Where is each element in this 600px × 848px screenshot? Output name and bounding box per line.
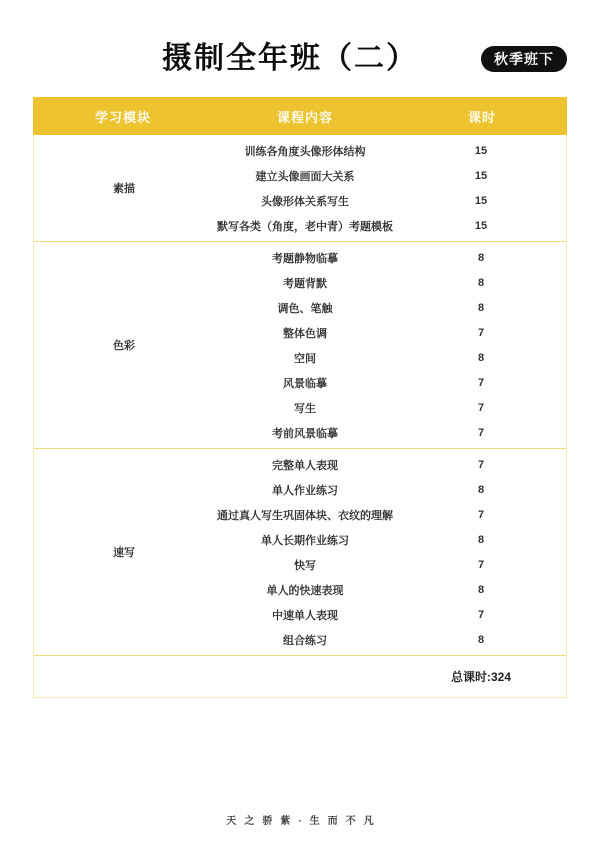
header-cell-module: 学习模块: [94, 109, 151, 125]
table-row: [214, 502, 566, 527]
module-section: [34, 242, 566, 449]
course-table: [33, 97, 567, 698]
footer-slogan: 天之骄紫·生而不凡: [226, 816, 382, 827]
table-row: [214, 602, 566, 627]
course-hours: 7: [477, 558, 485, 571]
total-hours-label: 总课时:324: [450, 670, 512, 684]
table-row: [214, 345, 566, 370]
table-row: [214, 420, 566, 445]
course-hours: 8: [477, 351, 485, 364]
document-header: [33, 36, 567, 82]
table-row: [214, 627, 566, 652]
course-content: 训练各角度头像形体结构: [244, 145, 366, 158]
table-row: [214, 370, 566, 395]
course-hours: 8: [477, 483, 485, 496]
course-rows: [214, 452, 566, 652]
course-content: 调色、笔触: [277, 302, 333, 315]
page-title: 摄制全年班（二）: [162, 42, 418, 75]
course-content: 建立头像画面大关系: [255, 170, 355, 183]
course-content: 风景临摹: [283, 377, 327, 390]
table-row: [214, 245, 566, 270]
table-row: [214, 188, 566, 213]
header-cell-content: 课程内容: [276, 109, 333, 125]
course-hours: 7: [477, 508, 485, 521]
course-content: 默写各类（角度，老中青）考题模板: [217, 220, 393, 233]
table-row: [214, 295, 566, 320]
course-content: 中速单人表现: [272, 609, 338, 622]
season-badge: 秋季班下: [481, 46, 567, 72]
course-hours: 7: [477, 326, 485, 339]
table-row: [214, 320, 566, 345]
course-content: 单人长期作业练习: [261, 534, 349, 547]
table-row: [214, 395, 566, 420]
course-content: 完整单人表现: [272, 459, 338, 472]
course-hours: 8: [477, 583, 485, 596]
table-header: [33, 97, 567, 135]
course-hours: 15: [474, 219, 488, 232]
course-content: 考前风景临摹: [272, 427, 338, 440]
module-label: 速写: [113, 547, 135, 559]
table-row: [214, 477, 566, 502]
course-rows: [214, 138, 566, 238]
course-content: 组合练习: [283, 634, 327, 647]
course-hours: 8: [477, 276, 485, 289]
header-cell-hours: 课时: [467, 109, 496, 125]
course-hours: 15: [474, 144, 488, 157]
table-row: [214, 527, 566, 552]
course-rows: [214, 245, 566, 445]
module-label: 素描: [113, 183, 135, 195]
course-content: 单人作业练习: [272, 484, 338, 497]
course-content: 头像形体关系写生: [261, 195, 349, 208]
course-hours: 8: [477, 301, 485, 314]
course-content: 整体色调: [283, 327, 327, 340]
course-content: 单人的快速表现: [266, 584, 344, 597]
table-row: [214, 270, 566, 295]
course-hours: 7: [477, 458, 485, 471]
course-hours: 7: [477, 608, 485, 621]
table-row: [214, 552, 566, 577]
module-section: [34, 135, 566, 242]
course-hours: 7: [477, 376, 485, 389]
course-content: 通过真人写生巩固体块、衣纹的理解: [217, 509, 393, 522]
course-hours: 8: [477, 533, 485, 546]
course-hours: 7: [477, 426, 485, 439]
module-section: [34, 449, 566, 656]
course-content: 写生: [294, 402, 316, 415]
table-row: [214, 452, 566, 477]
course-hours: 8: [477, 251, 485, 264]
course-content: 快写: [294, 559, 316, 572]
course-hours: 15: [474, 194, 488, 207]
course-content: 考题静物临摹: [272, 252, 338, 265]
table-row: [214, 577, 566, 602]
course-content: 空间: [294, 352, 316, 365]
course-hours: 7: [477, 401, 485, 414]
total-row: [34, 656, 566, 697]
table-row: [214, 213, 566, 238]
course-hours: 15: [474, 169, 488, 182]
table-row: [214, 138, 566, 163]
course-hours: 8: [477, 633, 485, 646]
module-label: 色彩: [113, 340, 135, 352]
course-content: 考题背默: [283, 277, 327, 290]
table-row: [214, 163, 566, 188]
table-body: [33, 135, 567, 698]
